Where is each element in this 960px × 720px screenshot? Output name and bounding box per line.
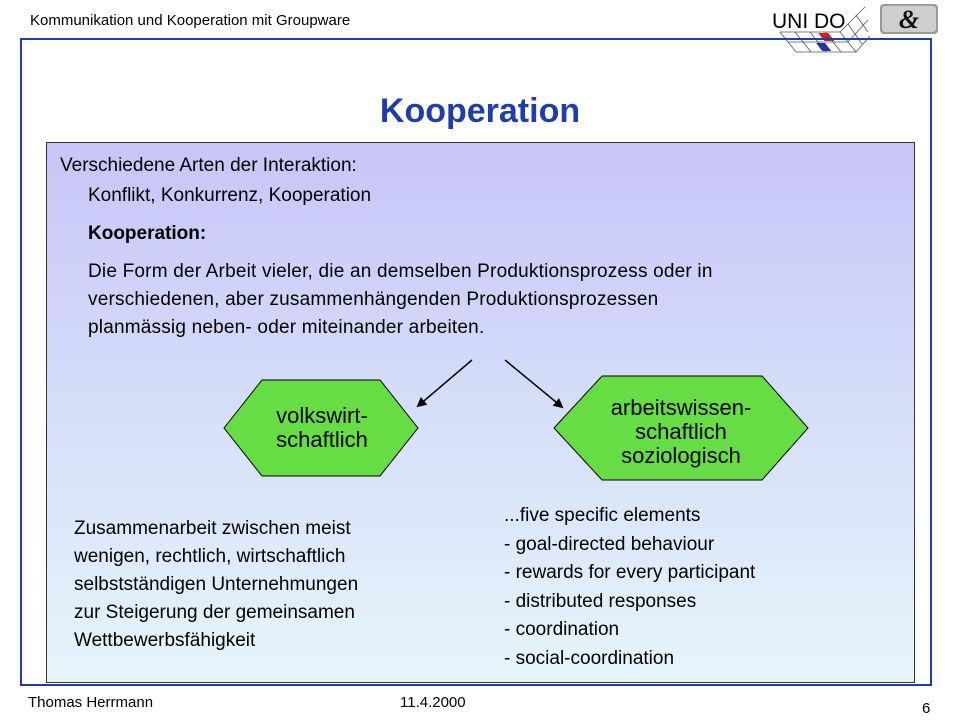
description-line: Zusammenarbeit zwischen meist bbox=[74, 518, 351, 539]
hexagon-left-line: schaftlich bbox=[276, 427, 368, 452]
list-item: - goal-directed behaviour bbox=[504, 533, 715, 555]
definition-line: verschiedenen, aber zusammenhängenden Produktionsprozessen bbox=[88, 289, 659, 310]
list-item: - social-coordination bbox=[504, 647, 675, 669]
intro-text: Verschiedene Arten der Interaktion: bbox=[60, 155, 357, 176]
unido-logo-text: UNI DO bbox=[772, 10, 846, 33]
ampersand-logo-text: & bbox=[898, 5, 920, 34]
interaction-types: Konflikt, Konkurrenz, Kooperation bbox=[88, 185, 372, 206]
definition-line: planmässig neben- oder miteinander arbeiten. bbox=[88, 317, 485, 338]
slide-title: Kooperation bbox=[379, 92, 581, 130]
footer-author: Thomas Herrmann bbox=[28, 694, 154, 711]
hexagon-left-label bbox=[242, 404, 402, 452]
hexagon-right-line: arbeitswissen- bbox=[610, 395, 752, 420]
description-line: selbstständigen Unternehmungen bbox=[74, 574, 359, 595]
list-item: - rewards for every participant bbox=[504, 562, 756, 583]
list-item: ...five specific elements bbox=[504, 505, 701, 526]
description-line: Wettbewerbsfähigkeit bbox=[74, 630, 256, 651]
arrow-right bbox=[505, 360, 562, 407]
course-title: Kommunikation und Kooperation mit Groupware bbox=[30, 12, 351, 29]
list-item: - coordination bbox=[504, 619, 620, 640]
cooperation-label: Kooperation: bbox=[88, 223, 207, 244]
page-number: 6 bbox=[922, 700, 931, 717]
hexagon-right-line: schaftlich bbox=[635, 419, 727, 444]
hexagon-left-line: volkswirt- bbox=[276, 403, 368, 428]
description-line: zur Steigerung der gemeinsamen bbox=[74, 602, 355, 623]
hexagon-right-label bbox=[581, 396, 781, 468]
elements-list bbox=[504, 502, 755, 673]
definition-line: Die Form der Arbeit vieler, die an demselben Produktionsprozess oder in bbox=[88, 261, 713, 282]
footer-date: 11.4.2000 bbox=[400, 694, 466, 711]
hexagon-right-line: soziologisch bbox=[621, 443, 741, 468]
list-item: - distributed responses bbox=[504, 590, 697, 612]
arrow-left bbox=[418, 360, 472, 406]
economic-description bbox=[74, 515, 474, 655]
description-line: wenigen, rechtlich, wirtschaftlich bbox=[74, 546, 346, 567]
